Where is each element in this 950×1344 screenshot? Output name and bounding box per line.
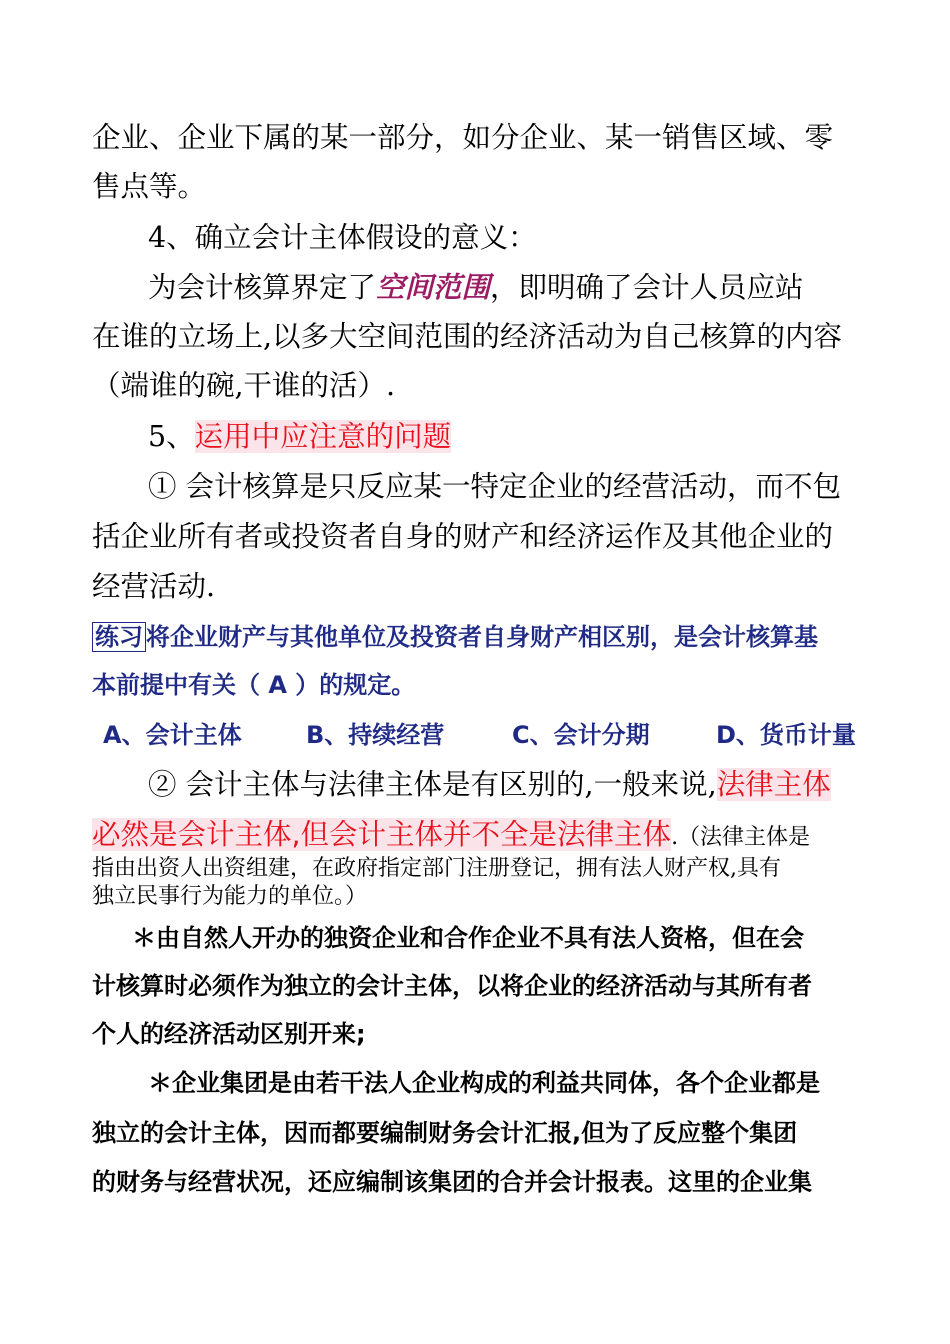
emphasis-text: 空间范围: [376, 270, 491, 304]
bullet-line: ＊企业集团是由若干法人企业构成的利益共同体，各个企业都是: [148, 1069, 820, 1097]
paragraph-line: 在谁的立场上,以多大空间范围的经济活动为自己核算的内容: [92, 320, 843, 353]
option-b: B、持续经营: [306, 721, 445, 749]
paragraph-line: （端谁的碗,干谁的活）.: [92, 369, 396, 402]
section-number: 5、: [148, 420, 195, 453]
text-run: ，即明确了会计人员应站: [490, 271, 804, 304]
section-heading: 4、确立会计主体假设的意义：: [148, 221, 537, 254]
highlighted-text: 必然是会计主体,但会计主体并不全是法律主体: [92, 818, 672, 851]
exercise-tag: 练习: [92, 622, 146, 652]
bullet-line: 独立的会计主体，因而都要编制财务会计汇报,但为了反应整个集团: [92, 1119, 798, 1147]
bullet-line: ＊由自然人开办的独资企业和合作企业不具有法人资格，但在会: [132, 924, 804, 952]
highlighted-text: 法律主体: [716, 768, 831, 801]
option-d: D、货币计量: [716, 721, 856, 749]
bullet-line: 个人的经济活动区别开来;: [92, 1020, 366, 1048]
paragraph-line: 企业、企业下属的某一部分，如分企业、某一销售区域、零: [92, 121, 834, 154]
bullet-line: 计核算时必须作为独立的会计主体，以将企业的经济活动与其所有者: [92, 972, 812, 1000]
text-run: ② 会计主体与法律主体是有区别的,一般来说,: [148, 768, 717, 801]
paragraph-line: [92, 810, 810, 860]
exercise-question: [92, 619, 818, 655]
highlighted-heading: 运用中应注意的问题: [194, 420, 452, 453]
paragraph-line: ① 会计核算是只反应某一特定企业的经营活动，而不包: [148, 470, 842, 503]
note-line: 独立民事行为能力的单位。）: [92, 884, 368, 909]
option-c: C、会计分期: [512, 721, 650, 749]
bullet-line: 的财务与经营状况，还应编制该集团的合并会计报表。这里的企业集: [92, 1168, 812, 1196]
text-run: 为会计核算界定了: [148, 271, 377, 304]
paragraph-line: 经营活动.: [92, 570, 216, 603]
paragraph-line: [148, 760, 831, 810]
paragraph-line: 括企业所有者或投资者自身的财产和经济运作及其他企业的: [92, 520, 834, 553]
exercise-question-line: 本前提中有关（ A ）的规定。: [92, 671, 416, 699]
text-run: 将企业财产与其他单位及投资者自身财产相区别，是会计核算基: [146, 623, 818, 651]
section-heading: [148, 412, 451, 462]
text-run: .（法律主体是: [671, 825, 811, 850]
option-a: A、会计主体: [103, 721, 242, 749]
paragraph-line: [148, 262, 804, 313]
note-line: 指由出资人出资组建，在政府指定部门注册登记，拥有法人财产权,具有: [92, 856, 781, 881]
paragraph-line: 售点等。: [92, 170, 207, 203]
